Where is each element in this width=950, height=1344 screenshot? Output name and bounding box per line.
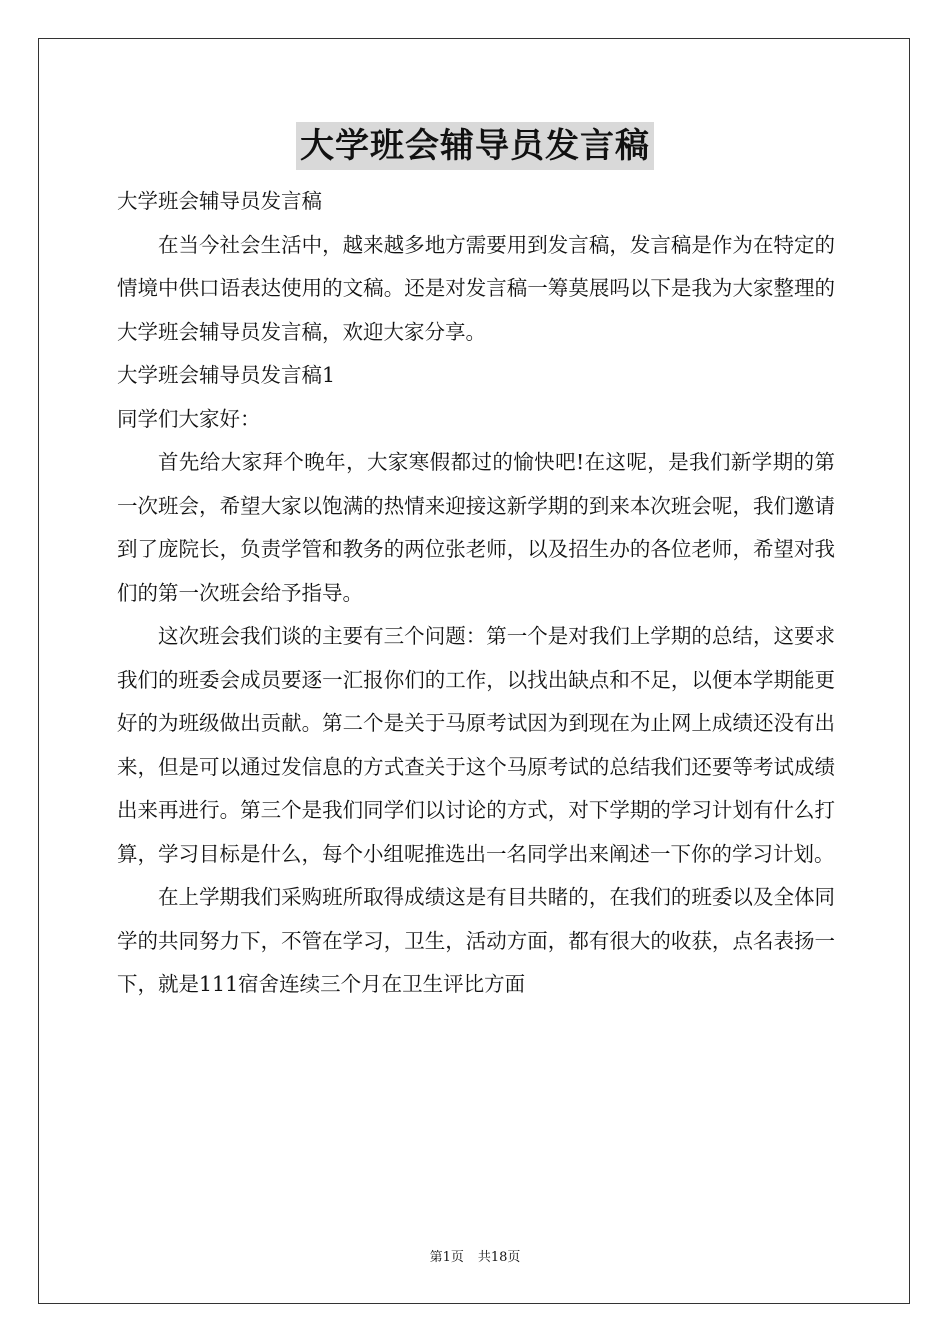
document-title: 大学班会辅导员发言稿 xyxy=(296,122,654,170)
paragraph-section-heading: 大学班会辅导员发言稿1 xyxy=(117,363,336,387)
paragraph-greeting: 同学们大家好： xyxy=(117,406,261,431)
document-body xyxy=(117,180,835,1007)
page-footer xyxy=(0,1246,950,1265)
paragraph-subtitle: 大学班会辅导员发言稿 xyxy=(117,189,322,213)
paragraph-body-2: 这次班会我们谈的主要有三个问题：第一个是对我们上学期的总结，这要求我们的班委会成员要逐一汇报你们的工作，以找出缺点和不足，以便本学期能更好的为班级做出贡献。第二个是关于马原考试因为到现在为止网上成绩还没有出来，但是可以通过发信息的方式查关于这个马原考试的总结我们还要等考试成绩出来再进行。第三个是我们同学们以讨论的方式，对下学期的学习计划有什么打算，学习目标是什么，每个小组呢推选出一名同学出来阐述一下你的学习计划。 xyxy=(117,624,835,866)
page-total: 共18页 xyxy=(477,1250,521,1265)
paragraph-body-1: 首先给大家拜个晚年，大家寒假都过的愉快吧!在这呢，是我们新学期的第一次班会，希望大家以饱满的热情来迎接这新学期的到来本次班会呢，我们邀请到了庞院长，负责学管和教务的两位张老师，以及招生办的各位老师，希望对我们的第一次班会给予指导。 xyxy=(117,450,835,605)
paragraph-intro: 在当今社会生活中，越来越多地方需要用到发言稿，发言稿是作为在特定的情境中供口语表达使用的文稿。还是对发言稿一筹莫展吗以下是我为大家整理的大学班会辅导员发言稿，欢迎大家分享。 xyxy=(117,232,835,344)
paragraph-body-3: 在上学期我们采购班所取得成绩这是有目共睹的，在我们的班委以及全体同学的共同努力下，不管在学习，卫生，活动方面，都有很大的收获，点名表扬一下，就是111宿舍连续三个月在卫生评比方面 xyxy=(117,885,835,996)
page-number: 第1页 xyxy=(429,1250,464,1265)
title-container xyxy=(0,122,950,170)
